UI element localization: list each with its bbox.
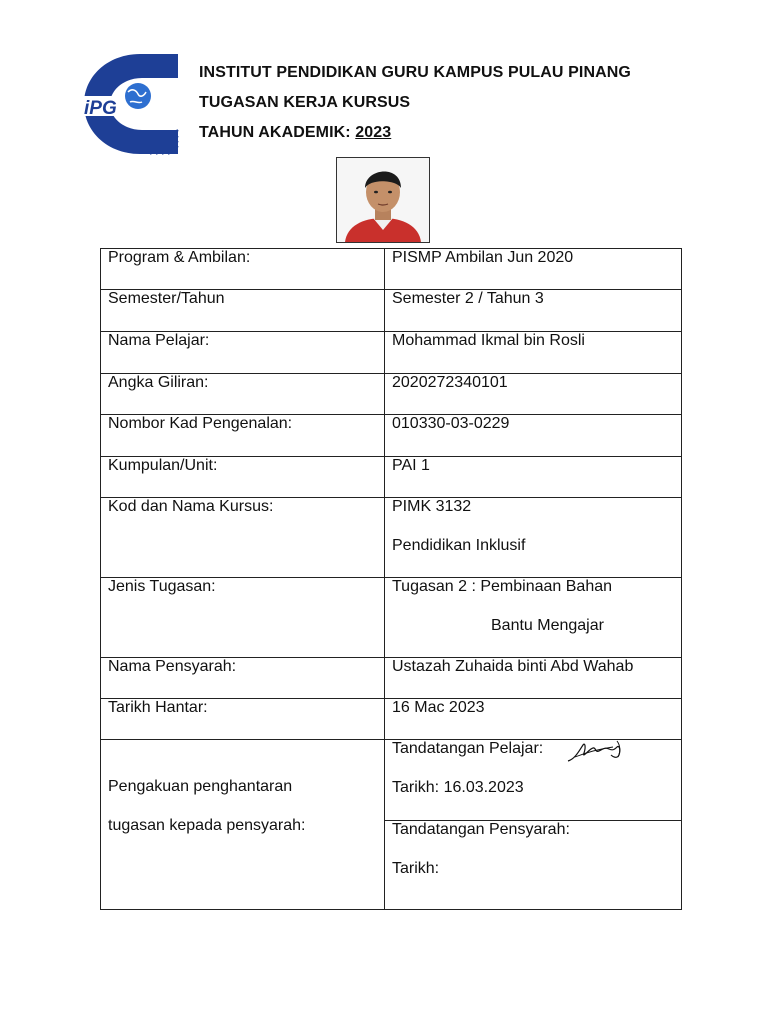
declaration-label-line2: tugasan kepada pensyarah: xyxy=(108,817,306,834)
academic-year-value: 2023 xyxy=(355,124,392,141)
table-row xyxy=(101,498,682,578)
portrait-image xyxy=(337,158,429,242)
row-label: Semester/Tahun xyxy=(101,290,385,332)
declaration-label-line1: Pengakuan penghantaran xyxy=(108,778,293,795)
row-label: Jenis Tugasan: xyxy=(101,578,385,658)
lecturer-signature-label: Tandatangan Pensyarah: xyxy=(392,821,570,838)
row-label: Kumpulan/Unit: xyxy=(101,457,385,498)
row-label: Tarikh Hantar: xyxy=(101,699,385,740)
row-value: PISMP Ambilan Jun 2020 xyxy=(385,249,682,290)
row-value: Semester 2 / Tahun 3 xyxy=(385,290,682,332)
row-label: Nama Pensyarah: xyxy=(101,658,385,699)
student-photo xyxy=(336,157,430,243)
course-code: PIMK 3132 xyxy=(392,498,472,515)
academic-year xyxy=(199,122,631,152)
row-label: Program & Ambilan: xyxy=(101,249,385,290)
table-row xyxy=(101,415,682,457)
row-value: 2020272340101 xyxy=(385,374,682,415)
row-value: 010330-03-0229 xyxy=(385,415,682,457)
course-cell xyxy=(385,498,682,578)
table-row xyxy=(101,699,682,740)
lecturer-date: Tarikh: xyxy=(392,860,440,877)
declaration-label xyxy=(101,740,385,910)
assignment-type-cell xyxy=(385,578,682,658)
assignment-title: TUGASAN KERJA KURSUS xyxy=(199,94,411,111)
table-row xyxy=(101,578,682,658)
institute-title: INSTITUT PENDIDIKAN GURU KAMPUS PULAU PINANG xyxy=(199,64,631,81)
row-label: Nama Pelajar: xyxy=(101,332,385,374)
document-header xyxy=(199,62,631,152)
course-name: Pendidikan Inklusif xyxy=(392,537,526,554)
lecturer-signature-block xyxy=(385,821,681,909)
row-label: Nombor Kad Pengenalan: xyxy=(101,415,385,457)
ipg-logo xyxy=(80,48,180,156)
student-signature-block xyxy=(385,740,681,821)
row-value: Mohammad Ikmal bin Rosli xyxy=(385,332,682,374)
table-row xyxy=(101,332,682,374)
assignment-type-line1: Tugasan 2 : Pembinaan Bahan xyxy=(392,578,613,595)
assignment-type-line2: Bantu Mengajar xyxy=(491,617,604,634)
student-date: Tarikh: 16.03.2023 xyxy=(392,779,524,796)
declaration-signatures xyxy=(385,740,682,910)
table-row xyxy=(101,457,682,498)
row-label: Kod dan Nama Kursus: xyxy=(101,498,385,578)
table-row xyxy=(101,249,682,290)
declaration-row xyxy=(101,740,682,910)
row-value: Ustazah Zuhaida binti Abd Wahab xyxy=(385,658,682,699)
row-value: 16 Mac 2023 xyxy=(385,699,682,740)
student-signature-label: Tandatangan Pelajar: xyxy=(392,740,544,757)
row-label: Angka Giliran: xyxy=(101,374,385,415)
row-value: PAI 1 xyxy=(385,457,682,498)
student-info-table xyxy=(100,248,682,910)
svg-text:iPG: iPG xyxy=(84,98,117,119)
student-signature xyxy=(565,737,623,767)
academic-year-label: TAHUN AKADEMIK: xyxy=(199,124,356,141)
table-row xyxy=(101,658,682,699)
table-row xyxy=(101,374,682,415)
table-row xyxy=(101,290,682,332)
